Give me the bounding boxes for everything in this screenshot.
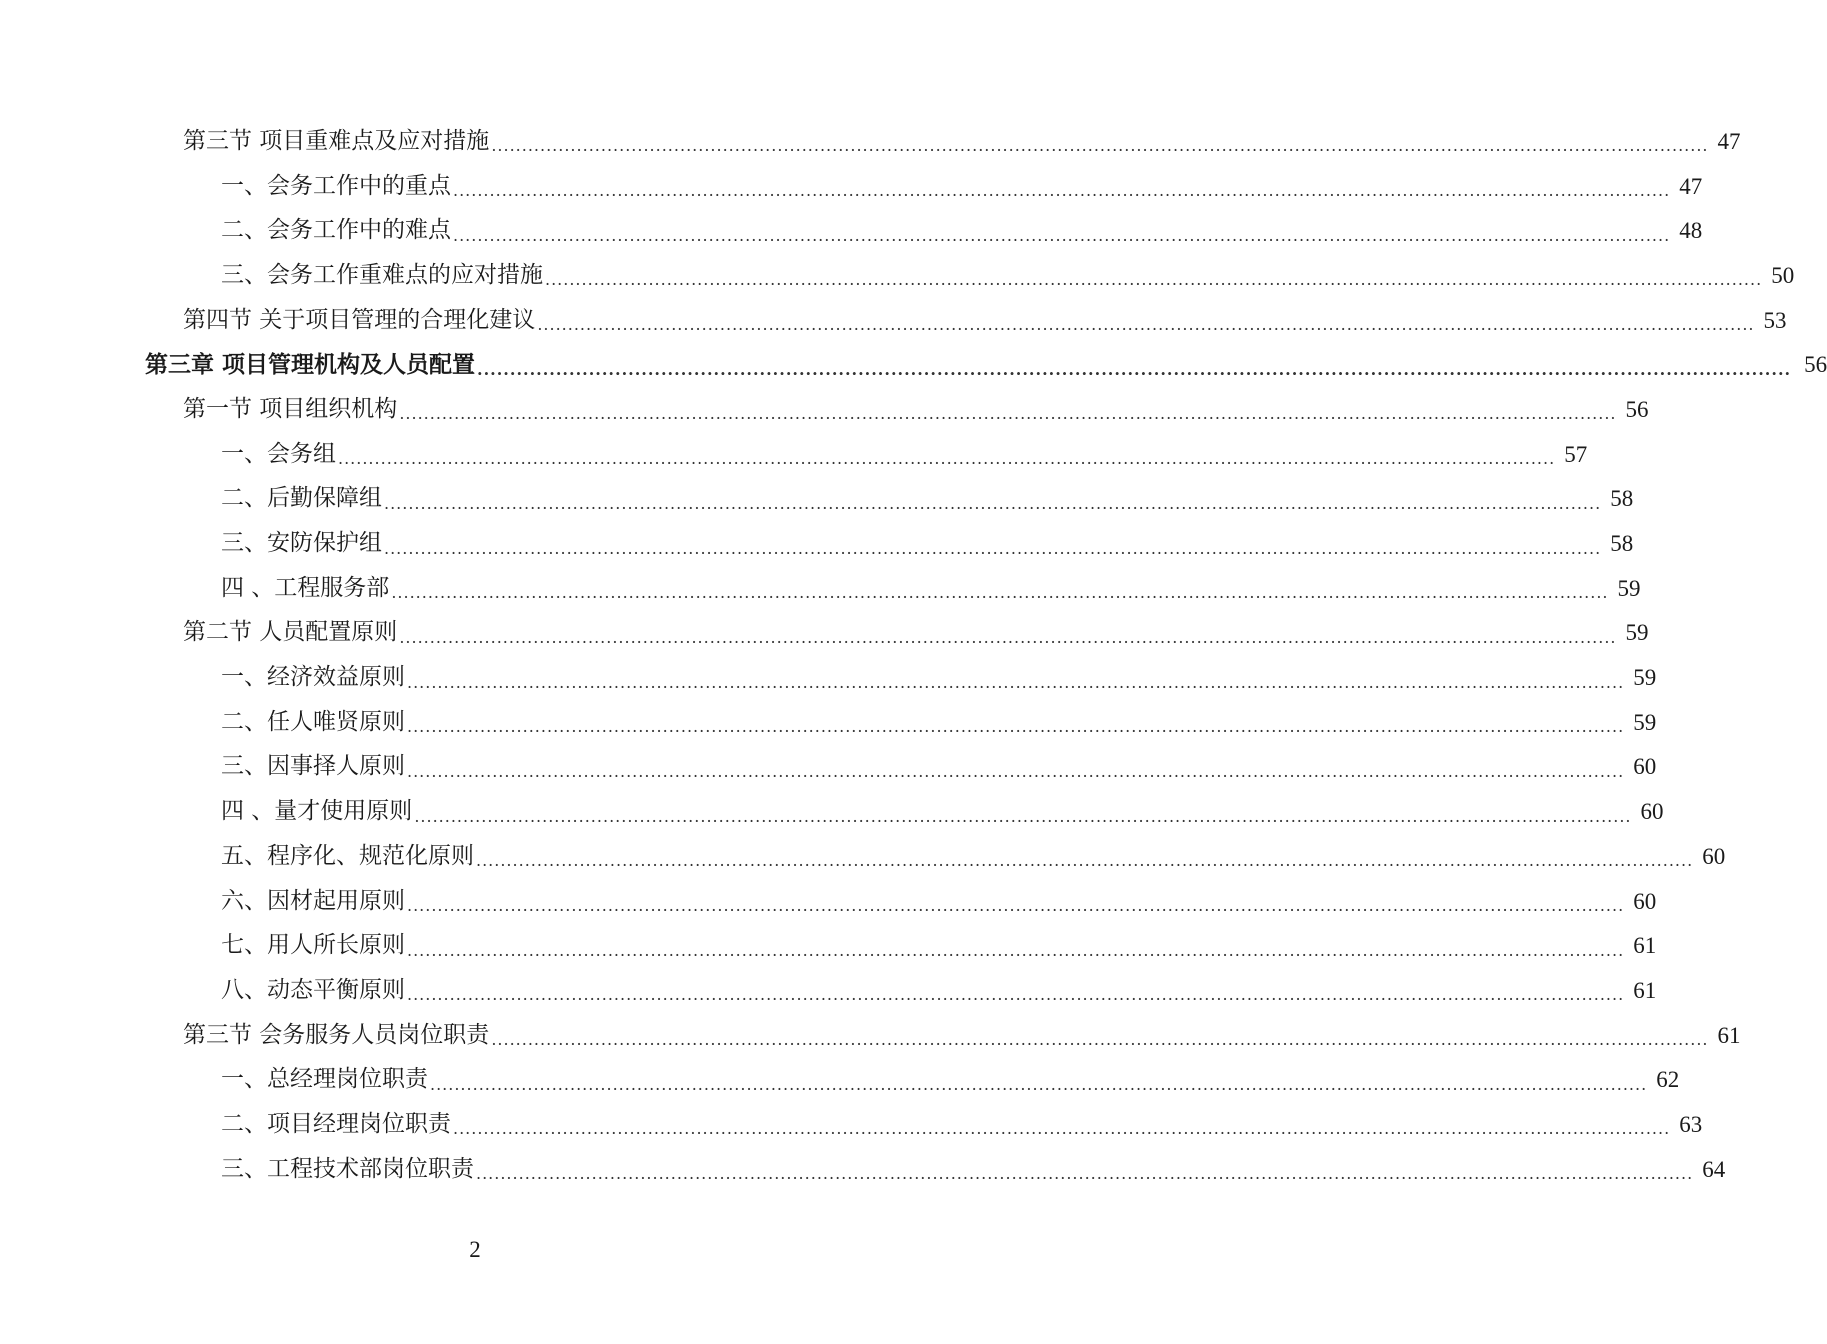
toc-leader-dots: ........................................................................................................................................................................................................ <box>391 583 1609 603</box>
toc-subsection-entry[interactable] <box>221 655 1657 700</box>
toc-entry-title: 第一节 项目组织机构 <box>183 395 398 422</box>
toc-leader-dots: ........................................................................................................................................................................................................ <box>407 940 1625 960</box>
toc-leader-dots: ........................................................................................................................................................................................................ <box>477 359 1792 379</box>
toc-leader-dots: ........................................................................................................................................................................................................ <box>407 761 1625 781</box>
toc-leader-dots: ........................................................................................................................................................................................................ <box>384 493 1602 513</box>
toc-entry-title: 三、安防保护组 <box>221 530 382 557</box>
toc-entry-title: 三、工程技术部岗位职责 <box>221 1155 474 1182</box>
toc-subsection-entry[interactable] <box>221 834 1726 879</box>
toc-subsection-entry[interactable] <box>221 968 1657 1013</box>
toc-leader-dots: ........................................................................................................................................................................................................ <box>545 270 1763 290</box>
toc-subsection-entry[interactable] <box>221 477 1634 522</box>
toc-leader-dots: ........................................................................................................................................................................................................ <box>476 1164 1694 1184</box>
toc-entry-title: 二、会务工作中的难点 <box>221 217 451 244</box>
toc-entry-title: 一、会务工作中的重点 <box>221 172 451 199</box>
toc-entry-page: 61 <box>1717 1022 1741 1048</box>
toc-leader-dots: ........................................................................................................................................................................................................ <box>491 136 1709 156</box>
toc-entry-page: 64 <box>1702 1156 1726 1182</box>
toc-entry-page: 61 <box>1633 933 1657 959</box>
toc-entry-title: 二、后勤保障组 <box>221 485 382 512</box>
toc-chapter-entry[interactable] <box>145 342 1827 387</box>
toc-entry-title: 六、因材起用原则 <box>221 887 405 914</box>
toc-entry-page: 59 <box>1617 575 1641 601</box>
toc-leader-dots: ........................................................................................................................................................................................................ <box>453 1119 1671 1139</box>
toc-section-entry[interactable] <box>183 611 1649 656</box>
toc-entry-title: 第三章 项目管理机构及人员配置 <box>145 351 476 379</box>
toc-leader-dots: ........................................................................................................................................................................................................ <box>399 627 1617 647</box>
toc-entry-page: 56 <box>1625 396 1649 422</box>
toc-entry-title: 三、会务工作重难点的应对措施 <box>221 261 543 288</box>
toc-leader-dots: ........................................................................................................................................................................................................ <box>384 538 1602 558</box>
toc-entry-page: 57 <box>1564 441 1588 467</box>
toc-subsection-entry[interactable] <box>221 879 1657 924</box>
toc-entry-page: 60 <box>1702 843 1726 869</box>
toc-entry-title: 四 、工程服务部 <box>221 574 390 601</box>
toc-entry-page: 62 <box>1656 1067 1680 1093</box>
toc-section-entry[interactable] <box>183 119 1741 164</box>
toc-leader-dots: ........................................................................................................................................................................................................ <box>407 672 1625 692</box>
toc-subsection-entry[interactable] <box>221 566 1641 611</box>
toc-section-entry[interactable] <box>183 298 1787 343</box>
toc-entry-page: 53 <box>1763 307 1787 333</box>
toc-leader-dots: ........................................................................................................................................................................................................ <box>491 1030 1709 1050</box>
toc-subsection-entry[interactable] <box>221 1147 1726 1192</box>
table-of-contents <box>0 119 1827 1192</box>
toc-leader-dots: ........................................................................................................................................................................................................ <box>407 896 1625 916</box>
toc-subsection-entry[interactable] <box>221 700 1657 745</box>
toc-subsection-entry[interactable] <box>221 164 1703 209</box>
toc-entry-title: 第三节 项目重难点及应对措施 <box>183 127 490 154</box>
toc-entry-title: 四 、量才使用原则 <box>221 798 413 825</box>
page-number: 2 <box>469 1237 481 1262</box>
toc-entry-page: 60 <box>1640 799 1664 825</box>
toc-subsection-entry[interactable] <box>221 432 1588 477</box>
toc-entry-page: 61 <box>1633 977 1657 1003</box>
toc-entry-page: 60 <box>1633 888 1657 914</box>
toc-leader-dots: ........................................................................................................................................................................................................ <box>430 1074 1648 1094</box>
toc-leader-dots: ........................................................................................................................................................................................................ <box>476 851 1694 871</box>
toc-leader-dots: ........................................................................................................................................................................................................ <box>453 225 1671 245</box>
toc-leader-dots: ........................................................................................................................................................................................................ <box>414 806 1632 826</box>
toc-section-entry[interactable] <box>183 1013 1741 1058</box>
toc-subsection-entry[interactable] <box>221 1102 1703 1147</box>
toc-entry-page: 60 <box>1633 754 1657 780</box>
toc-entry-page: 47 <box>1717 128 1741 154</box>
toc-entry-title: 五、程序化、规范化原则 <box>221 842 474 869</box>
toc-leader-dots: ........................................................................................................................................................................................................ <box>407 985 1625 1005</box>
toc-entry-title: 第二节 人员配置原则 <box>183 619 398 646</box>
toc-entry-page: 56 <box>1804 352 1827 378</box>
toc-entry-title: 一、经济效益原则 <box>221 664 405 691</box>
toc-subsection-entry[interactable] <box>221 923 1657 968</box>
toc-entry-page: 50 <box>1771 262 1795 288</box>
toc-entry-page: 63 <box>1679 1111 1703 1137</box>
toc-subsection-entry[interactable] <box>221 208 1703 253</box>
toc-leader-dots: ........................................................................................................................................................................................................ <box>407 717 1625 737</box>
toc-leader-dots: ........................................................................................................................................................................................................ <box>399 404 1617 424</box>
toc-section-entry[interactable] <box>183 387 1649 432</box>
toc-entry-title: 第四节 关于项目管理的合理化建议 <box>183 306 536 333</box>
toc-subsection-entry[interactable] <box>221 253 1795 298</box>
toc-subsection-entry[interactable] <box>221 745 1657 790</box>
toc-entry-title: 一、总经理岗位职责 <box>221 1066 428 1093</box>
toc-entry-title: 三、因事择人原则 <box>221 753 405 780</box>
toc-subsection-entry[interactable] <box>221 521 1634 566</box>
toc-subsection-entry[interactable] <box>221 789 1664 834</box>
toc-entry-title: 第三节 会务服务人员岗位职责 <box>183 1021 490 1048</box>
toc-entry-title: 二、项目经理岗位职责 <box>221 1110 451 1137</box>
toc-entry-title: 二、任人唯贤原则 <box>221 708 405 735</box>
toc-entry-page: 47 <box>1679 173 1703 199</box>
toc-entry-page: 59 <box>1633 665 1657 691</box>
toc-leader-dots: ........................................................................................................................................................................................................ <box>453 181 1671 201</box>
toc-entry-page: 58 <box>1610 486 1634 512</box>
toc-entry-page: 59 <box>1633 709 1657 735</box>
toc-entry-title: 八、动态平衡原则 <box>221 976 405 1003</box>
toc-entry-page: 48 <box>1679 218 1703 244</box>
toc-entry-page: 58 <box>1610 531 1634 557</box>
toc-entry-title: 七、用人所长原则 <box>221 932 405 959</box>
toc-subsection-entry[interactable] <box>221 1057 1680 1102</box>
toc-leader-dots: ........................................................................................................................................................................................................ <box>537 315 1755 335</box>
toc-leader-dots: ........................................................................................................................................................................................................ <box>338 449 1556 469</box>
toc-entry-page: 59 <box>1625 620 1649 646</box>
toc-entry-title: 一、会务组 <box>221 440 336 467</box>
